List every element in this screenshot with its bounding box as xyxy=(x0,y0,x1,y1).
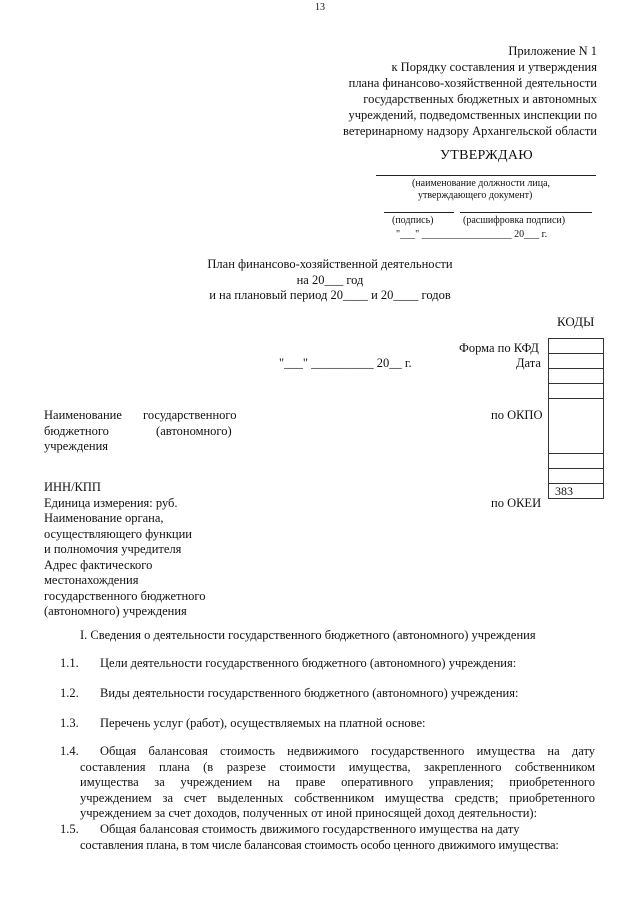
item-number: 1.1. xyxy=(60,656,79,670)
para-line: учреждением за счет доходов, полученных от иной приносящей доход деятельности): xyxy=(80,806,538,820)
item-1-4-text xyxy=(80,744,595,822)
okpo-label: по ОКПО xyxy=(491,408,543,422)
para-line: составления плана (в разрезе стоимости имущества, закрепленного собственником xyxy=(80,759,595,774)
appendix-header xyxy=(297,43,597,139)
founder-line: и полномочия учредителя xyxy=(44,542,182,556)
position-caption-2: утверждающего документ) xyxy=(418,190,533,201)
decoding-line xyxy=(460,212,592,213)
para-line: составления плана, в том числе балансовая стоимость особо ценного движимого имущества: xyxy=(80,837,559,852)
code-cell-form xyxy=(549,339,603,354)
code-cell-okei: 383 xyxy=(555,484,573,498)
page-number: 13 xyxy=(315,2,325,13)
item-number: 1.3. xyxy=(60,716,79,730)
code-cell xyxy=(549,384,603,399)
position-caption: (наименование должности лица, xyxy=(412,178,551,189)
codes-table xyxy=(548,338,604,499)
item-1-5-text xyxy=(80,822,595,853)
code-cell xyxy=(549,369,603,384)
address-line: Адрес фактического xyxy=(44,557,153,572)
signature-line xyxy=(384,212,454,213)
item-number: 1.2. xyxy=(60,686,79,700)
code-cell-date xyxy=(549,354,603,369)
plan-title-line: на 20___ год xyxy=(296,272,364,287)
date-label: Дата xyxy=(516,356,541,370)
para-line: имущества за учреждением на праве оперативного управления; приобретенного xyxy=(80,775,595,789)
institution-details xyxy=(44,480,206,620)
org-line: учреждения xyxy=(44,439,109,453)
codes-title: КОДЫ xyxy=(557,314,595,329)
section-title: I. Сведения о деятельности государственного бюджетного (автономного) учреждения xyxy=(80,628,536,642)
para-line: Общая балансовая стоимость движимого государственного имущества на дату xyxy=(100,822,520,836)
founder-line: осуществляющего функции xyxy=(44,526,192,541)
org-line: Наименование государственного xyxy=(44,408,237,422)
form-label: Форма по КФД xyxy=(459,341,539,355)
plan-title-line: и на плановый период 20____ и 20____ годов xyxy=(209,288,451,302)
inn-kpp: ИНН/КПП xyxy=(44,480,101,494)
unit-of-measure: Единица измерения: руб. xyxy=(44,495,178,510)
decoding-caption: (расшифровка подписи) xyxy=(463,215,566,226)
plan-date: "___" __________ 20__ г. xyxy=(279,356,412,370)
item-text: Перечень услуг (работ), осуществляемых на платной основе: xyxy=(100,716,426,730)
org-line: бюджетного (автономного) xyxy=(44,423,232,438)
appendix-line: учреждений, подведомственных инспекции по xyxy=(348,108,597,122)
approval-title: УТВЕРЖДАЮ xyxy=(440,148,533,163)
para-line: Общая балансовая стоимость недвижимого государственного имущества на дату xyxy=(100,744,595,758)
address-line: (автономного) учреждения xyxy=(44,604,187,618)
code-cell-okpo xyxy=(549,399,603,454)
item-text: Цели деятельности государственного бюджетного (автономного) учреждения: xyxy=(100,656,517,670)
plan-title xyxy=(150,257,510,304)
code-cell xyxy=(549,454,603,469)
address-line: государственного бюджетного xyxy=(44,588,206,603)
okei-label: по ОКЕИ xyxy=(491,496,542,510)
item-text: Виды деятельности государственного бюджетного (автономного) учреждения: xyxy=(100,686,519,700)
founder-line: Наименование органа, xyxy=(44,511,164,525)
signature-caption: (подпись) xyxy=(392,215,434,226)
appendix-line: плана финансово-хозяйственной деятельности xyxy=(348,76,597,90)
appendix-line: Приложение N 1 xyxy=(508,44,597,58)
code-cell xyxy=(549,469,603,484)
appendix-line: к Порядку составления и утверждения xyxy=(391,60,597,74)
approval-date: "___" __________________ 20___ г. xyxy=(396,229,548,240)
para-line: учреждением за счет выделенных собственником имущества средств; приобретенного xyxy=(80,790,595,805)
plan-title-line: План финансово-хозяйственной деятельности xyxy=(207,257,453,271)
appendix-line: государственных бюджетных и автономных xyxy=(363,92,597,106)
institution-name xyxy=(44,408,236,455)
appendix-line: ветеринарному надзору Архангельской области xyxy=(342,124,597,138)
address-line: местонахождения xyxy=(44,573,139,587)
position-line xyxy=(376,175,596,176)
